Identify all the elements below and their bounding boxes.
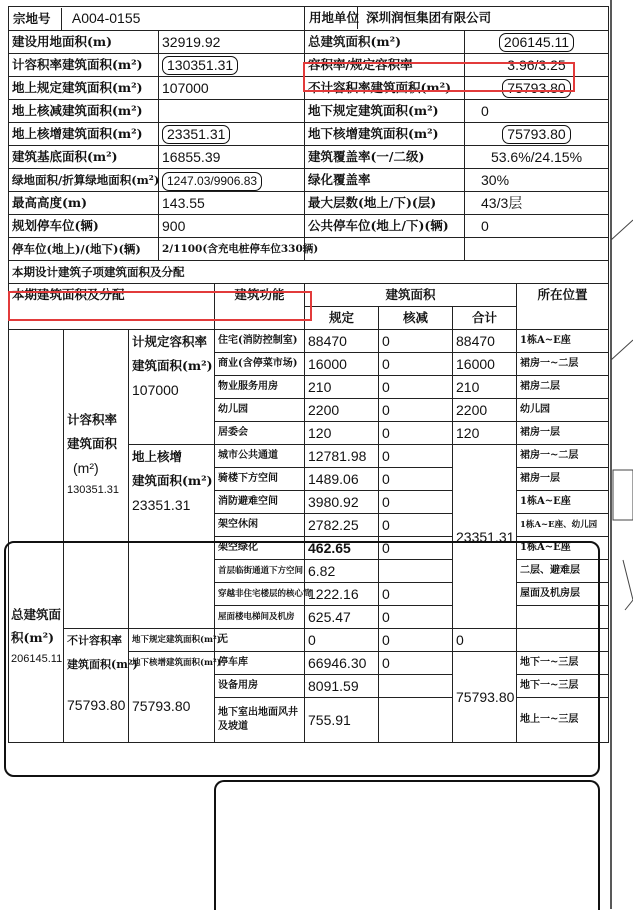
row-height: 最高高度(m) 143.55 最大层数(地上/下)(层) 43/3层 [9,192,609,215]
ug-total: 75793.80 [453,652,517,743]
table-row: 物业服务用房 210 0 210 裙房二层 [9,376,609,399]
row-green: 绿地面积/折算绿地面积(m²) 1247.03/9906.83 绿化覆盖率 30% [9,169,609,192]
table-row: 居委会 120 0 120 裙房一层 [9,422,609,445]
far-ratio-value: 3.96/3.25 [465,54,609,77]
section-title: 本期设计建筑子项建筑面积及分配 [9,261,609,284]
table-row: 架空绿化 462.65 0 1栋A~E座 [9,537,609,560]
inc-total: 23351.31 [453,445,517,629]
table-row: 幼儿园 2200 0 2200 幼儿园 [9,399,609,422]
row-footprint: 建筑基底面积(m²) 16855.39 建筑覆盖率(一/二级) 53.6%/24.15% [9,146,609,169]
background-drawing [603,0,633,909]
std-group: 计规定容积率 建筑面积(m²) 107000 [129,330,215,445]
row-above-increased: 地上核增建筑面积(m²) 23351.31 地下核增建筑面积(m²) 75793.80 [9,123,609,146]
area-header: 建筑面积 [305,284,517,307]
table-row: 地下核增建筑面积(m²) 75793.80 停车库 66946.30 0 75793.80 地下一~三层 [9,652,609,675]
dist-header: 本期建筑面积及分配 [9,284,215,330]
allocation-table: 本期设计建筑子项建筑面积及分配 本期建筑面积及分配 建筑功能 建筑面积 所在位置 规定 核减 合计 总建筑面 积(m²) 206145.11 计容积率 建筑面积 (m²) 130351.31 计规定容积率 建筑面积(m²) 107000 住宅(消防控制室) 88470 0 88470 1栋A~E座 商业(含停菜市场) 16000 0 16000 裙房一~二层 物业服务用房 210 0 210 裙房二层 幼儿园 2200 0 2200 幼儿园 居委会 120 0 120 裙房一层 地上核增 建筑面积(m²) 23351.31 城市公共通道 12781.98 0 23351.31 裙房一~二层 骑楼下方空间 1489.06 0 裙房一层 消防避难空间 3980.92 0 1栋A~E座 架空休闲 2782.25 0 1栋A~E座、幼儿园 架空绿化 462.65 0 1栋A~E座 首层临街通道下方空间 6.82 二层、避难层 穿越非住宅楼层的核心筒 1222.16 0 屋面及机房层 屋面楼电梯间及机房 625.47 0 不计容积率 建筑面积(m²) 75793.80 地下规定建筑面积(m²) 无 0 0 0 地下核增建筑面积(m²) 75793.80 停车库 66946.30 0 75793.80 地下一~三层 设备用房 8091.59 地下一~三层 地下室出地面风井及坡道 755.91 地上一~三层 [8,260,609,743]
row-above-std: 地上规定建筑面积(m²) 107000 不计容积率建筑面积(m²) 75793.80 [9,77,609,100]
nfar-group: 不计容积率 建筑面积(m²) 75793.80 [64,629,129,743]
inc-group: 地上核增 建筑面积(m²) 23351.31 [129,445,215,629]
total-area-value: 206145.11 [499,33,574,52]
row-above-reduced: 地上核减建筑面积(m²) 地下规定建筑面积(m²) 0 [9,100,609,123]
far-group: 计容积率 建筑面积 (m²) 130351.31 [64,330,129,629]
row-parking: 规划停车位(辆) 900 公共停车位(地上/下)(辆) 0 [9,215,609,238]
table-row: 屋面楼电梯间及机房 625.47 0 [9,606,609,629]
table-row: 穿越非住宅楼层的核心筒 1222.16 0 屋面及机房层 [9,583,609,606]
table-row: 消防避难空间 3980.92 0 1栋A~E座 [9,491,609,514]
parcel-row [9,7,609,31]
table-row: 商业(含停菜市场) 16000 0 16000 裙房一~二层 [9,353,609,376]
row-site-area: 建设用地面积(m) 32919.92 总建筑面积(m²) 206145.11 [9,31,609,54]
parcel-number: A004-0155 [71,10,141,26]
far-ratio-label: 容积率/规定容积率 [305,54,465,77]
summary-table [8,6,609,261]
row-far-area: 计容积率建筑面积(m²) 130351.31 容积率/规定容积率 3.96/3.25 [9,54,609,77]
table-row: 架空休闲 2782.25 0 1栋A~E座、幼儿园 [9,514,609,537]
highlight-parking [8,291,312,321]
owner-label: 用地单位 [305,7,358,29]
loc-header: 所在位置 [517,284,609,330]
table-row: 总建筑面 积(m²) 206145.11 计容积率 建筑面积 (m²) 130351.31 计规定容积率 建筑面积(m²) 107000 住宅(消防控制室) 88470 0 88470 1栋A~E座 [9,330,609,353]
parking-split-value: 2/1100(含充电桩停车位330辆) [159,238,305,261]
table-row: 首层临街通道下方空间 6.82 二层、避难层 [9,560,609,583]
table-row: 地下室出地面风井及坡道 755.91 地上一~三层 [9,698,609,743]
table-row: 设备用房 8091.59 地下一~三层 [9,675,609,698]
total-group: 总建筑面 积(m²) 206145.11 [9,330,64,743]
highlight-far-ratio [303,62,575,92]
table-row: 不计容积率 建筑面积(m²) 75793.80 地下规定建筑面积(m²) 无 0 0 0 [9,629,609,652]
table-row: 地上核增 建筑面积(m²) 23351.31 城市公共通道 12781.98 0 23351.31 裙房一~二层 [9,445,609,468]
parcel-label: 宗地号 [9,8,62,30]
table-row: 骑楼下方空间 1489.06 0 裙房一层 [9,468,609,491]
row-parking-split: 停车位(地上)/(地下)(辆) 2/1100(含充电桩停车位330辆) [9,238,609,261]
area-sheet [8,6,608,909]
owner-name: 深圳润恒集团有限公司 [366,10,492,25]
func-header: 建筑功能 [215,284,305,330]
